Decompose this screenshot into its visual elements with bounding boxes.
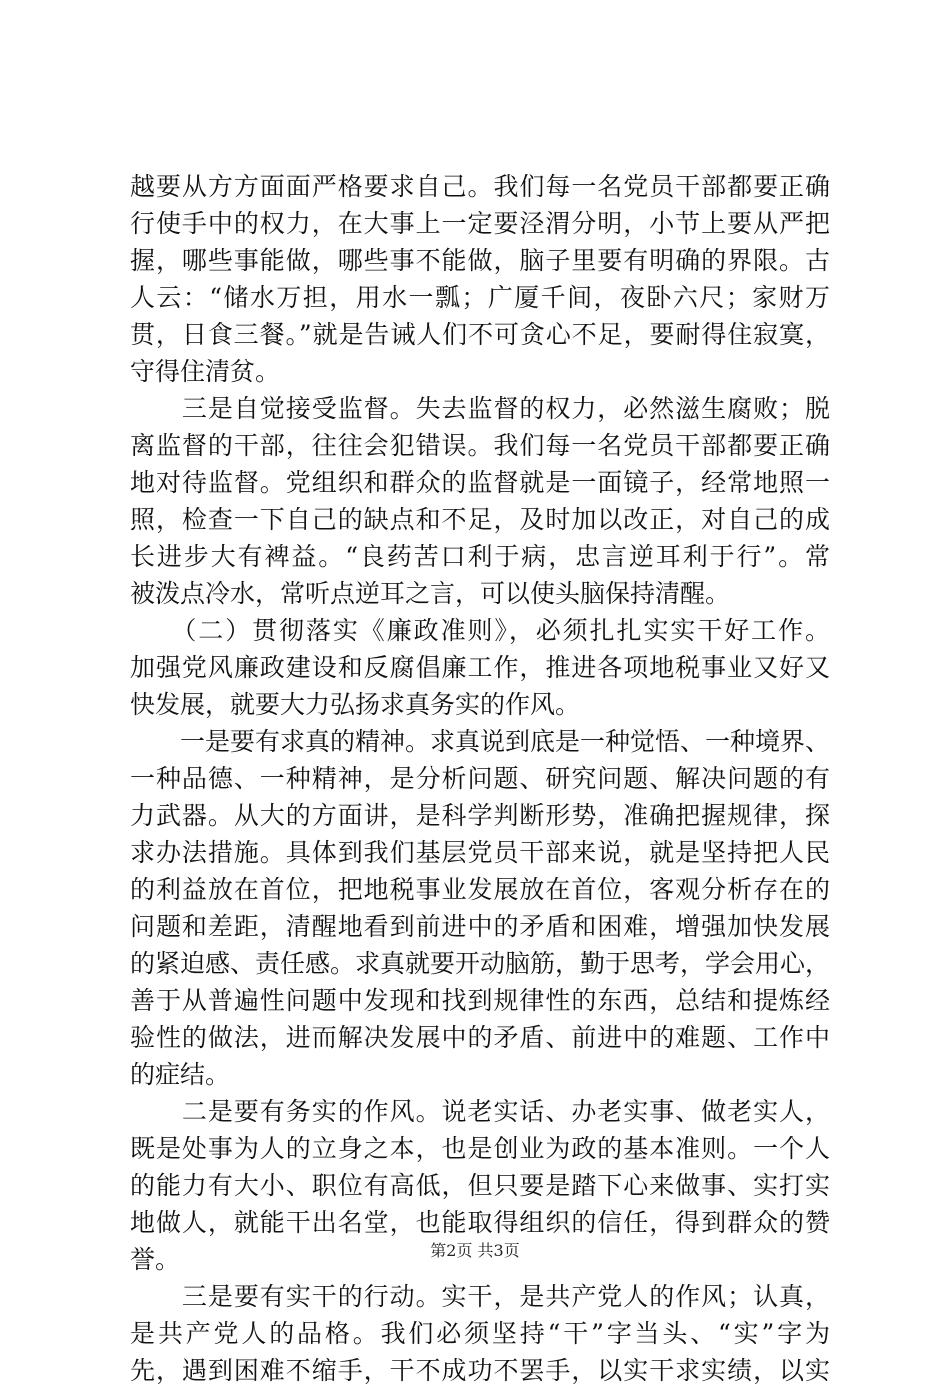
text-line: 求办法措施。具体到我们基层党员干部来说，就是坚持把人民 xyxy=(130,838,830,867)
text-line: 既是处事为人的立身之本，也是创业为政的基本准则。一个人 xyxy=(130,1134,830,1163)
text-line: 三是自觉接受监督。失去监督的权力，必然滋生腐败；脱 xyxy=(130,394,830,423)
text-line: 地对待监督。党组织和群众的监督就是一面镜子，经常地照一 xyxy=(130,468,830,497)
text-line: （二）贯彻落实《廉政准则》，必须扎扎实实干好工作。 xyxy=(130,616,830,645)
text-line: 越要从方方面面严格要求自己。我们每一名党员干部都要正确 xyxy=(130,172,830,201)
page-footer: 第2页 共3页 xyxy=(430,1241,520,1260)
text-line: 的能力有大小、职位有高低，但只要是踏下心来做事、实打实 xyxy=(130,1171,830,1200)
text-line: 二是要有务实的作风。说老实话、办老实事、做老实人， xyxy=(130,1097,830,1126)
text-line: 是共产党人的品格。我们必须坚持“干”字当头、“实”字为 xyxy=(130,1319,830,1348)
text-line: 行使手中的权力，在大事上一定要泾渭分明，小节上要从严把 xyxy=(130,209,830,238)
text-line: 力武器。从大的方面讲，是科学判断形势，准确把握规律，探 xyxy=(130,801,830,830)
text-line: 快发展，就要大力弘扬求真务实的作风。 xyxy=(130,690,581,719)
text-line: 问题和差距，清醒地看到前进中的矛盾和困难，增强加快发展 xyxy=(130,912,830,941)
text-line: 加强党风廉政建设和反腐倡廉工作，推进各项地税事业又好又 xyxy=(130,653,830,682)
text-line: 贯，日食三餐。”就是告诫人们不可贪心不足，要耐得住寂寞， xyxy=(130,320,830,349)
text-line: 的利益放在首位，把地税事业发展放在首位，客观分析存在的 xyxy=(130,875,830,904)
text-line: 人云：“储水万担，用水一瓢；广厦千间，夜卧六尺；家财万 xyxy=(130,283,830,312)
text-line: 验性的做法，进而解决发展中的矛盾、前进中的难题、工作中 xyxy=(130,1023,830,1052)
text-line: 握，哪些事能做，哪些事不能做，脑子里要有明确的界限。古 xyxy=(130,246,830,275)
text-line: 的症结。 xyxy=(130,1060,231,1089)
text-line: 照，检查一下自己的缺点和不足，及时加以改正，对自己的成 xyxy=(130,505,830,534)
text-line: 守得住清贫。 xyxy=(130,357,281,386)
text-line: 离监督的干部，往往会犯错误。我们每一名党员干部都要正确 xyxy=(130,431,830,460)
text-line: 一是要有求真的精神。求真说到底是一种觉悟、一种境界、 xyxy=(130,727,831,756)
text-line: 先，遇到困难不缩手，干不成功不罢手，以实干求实绩，以实 xyxy=(130,1356,830,1385)
text-line: 被泼点冷水，常听点逆耳之言，可以使头脑保持清醒。 xyxy=(130,579,731,608)
text-line: 地做人，就能干出名堂，也能取得组织的信任，得到群众的赞 xyxy=(130,1208,830,1237)
text-line: 长进步大有裨益。“良药苦口利于病，忠言逆耳利于行”。常 xyxy=(130,542,830,571)
text-line: 的紧迫感、责任感。求真就要开动脑筋，勤于思考，学会用心， xyxy=(130,949,831,978)
text-line: 誉。 xyxy=(130,1245,181,1274)
text-line: 三是要有实干的行动。实干，是共产党人的作风；认真， xyxy=(130,1282,830,1311)
text-line: 一种品德、一种精神，是分析问题、研究问题、解决问题的有 xyxy=(130,764,830,793)
document-body xyxy=(130,168,830,1389)
text-line: 善于从普遍性问题中发现和找到规律性的东西，总结和提炼经 xyxy=(130,986,830,1015)
